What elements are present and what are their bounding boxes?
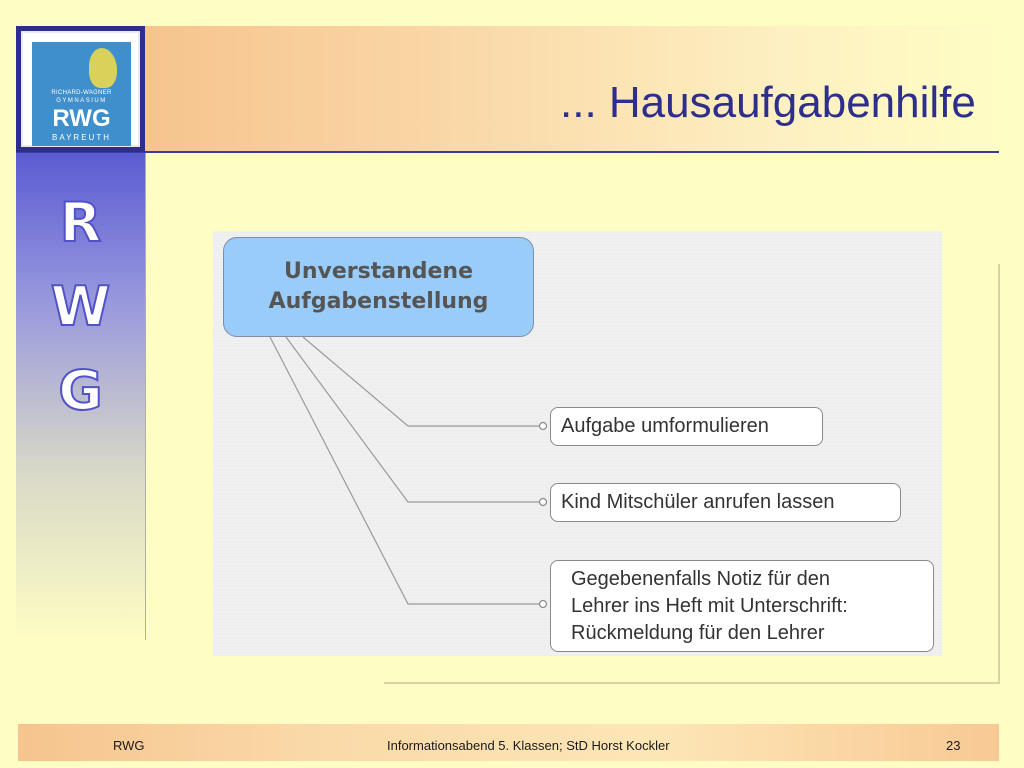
- root-node-line1: Unverstandene: [283, 259, 473, 284]
- child-node-2-text: Kind Mitschüler anrufen lassen: [561, 491, 835, 513]
- logo-city: BAYREUTH: [52, 133, 111, 142]
- connector-knob-3: [540, 601, 547, 608]
- child-node-2: [550, 483, 901, 522]
- child-node-1-text: Aufgabe umformulieren: [561, 415, 769, 437]
- side-letter-r: R: [59, 191, 102, 254]
- logo-frame: [21, 31, 140, 147]
- logo-name-line2: GYMNASIUM: [56, 98, 107, 104]
- side-letter-g: G: [58, 359, 103, 422]
- root-node: [223, 237, 534, 337]
- child-node-3: [550, 560, 934, 652]
- footer-left: RWG: [113, 738, 145, 753]
- portrait-icon: [89, 48, 117, 88]
- header-rule: [16, 151, 999, 153]
- slide-title: ... Hausaufgabenhilfe: [560, 78, 976, 127]
- connector-knob-2: [540, 499, 547, 506]
- child-node-3-line3: Rückmeldung für den Lehrer: [571, 621, 825, 644]
- mindmap-diagram: [213, 231, 942, 656]
- connector-1: [303, 337, 543, 426]
- logo-name-line1: RICHARD-WAGNER: [51, 90, 112, 96]
- connector-3: [270, 337, 543, 604]
- child-node-1: [550, 407, 823, 446]
- footer-center: Informationsabend 5. Klassen; StD Horst Kockler: [387, 738, 670, 753]
- child-node-3-line2: Lehrer ins Heft mit Unterschrift:: [571, 594, 848, 617]
- school-logo: [16, 26, 145, 152]
- side-letter-w: W: [50, 275, 111, 338]
- logo-badge: [32, 42, 131, 146]
- connector-knob-1: [540, 423, 547, 430]
- root-node-line2: Aufgabenstellung: [268, 289, 489, 314]
- child-node-3-line1: Gegebenenfalls Notiz für den: [571, 567, 831, 590]
- page-number: 23: [946, 738, 961, 753]
- logo-abbr: RWG: [52, 105, 111, 132]
- slide-footer: [18, 724, 999, 761]
- side-band: [16, 153, 146, 640]
- connector-2: [286, 337, 543, 502]
